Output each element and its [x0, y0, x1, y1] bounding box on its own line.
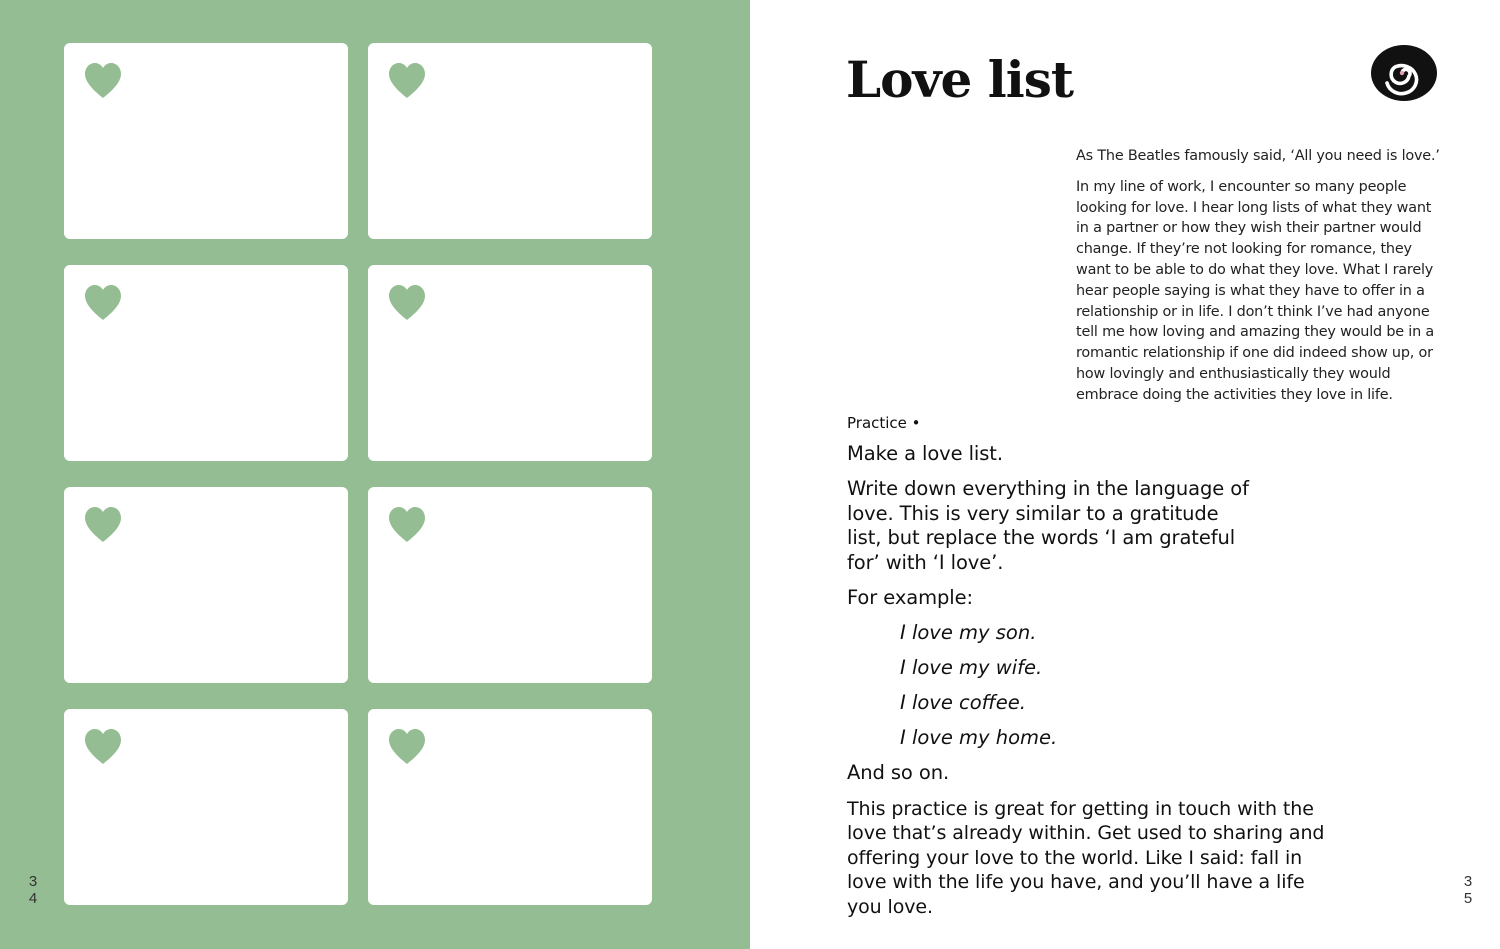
- intro-text: [1076, 146, 1440, 416]
- love-card: [368, 43, 652, 239]
- instruction: Make a love list.: [847, 442, 1003, 465]
- page-number-right: [1462, 873, 1474, 907]
- heart-icon: [84, 63, 122, 99]
- love-card: [64, 265, 348, 461]
- example-item: I love my wife.: [900, 656, 1043, 680]
- page-number-digit: 3: [1463, 873, 1473, 890]
- heart-icon: [84, 285, 122, 321]
- spiral-logo-icon: [1369, 42, 1437, 102]
- love-card: [368, 709, 652, 905]
- page-number-digit: 5: [1463, 890, 1473, 907]
- love-card: [64, 709, 348, 905]
- example-item: I love coffee.: [900, 691, 1026, 715]
- page-number-digit: 3: [28, 873, 38, 890]
- description: Write down everything in the language of love. This is very similar to a gratitude list, but replace the words ‘I am grateful for’ with ‘I love’.: [847, 477, 1249, 574]
- example-intro: For example:: [847, 585, 973, 609]
- heart-icon: [84, 729, 122, 765]
- practice-section: [847, 412, 1347, 930]
- heart-icon: [84, 507, 122, 543]
- love-card: [368, 265, 652, 461]
- intro-quote: As The Beatles famously said, ‘All you need is love.’: [1076, 148, 1440, 164]
- page-number-left: [27, 873, 39, 907]
- love-card: [368, 487, 652, 683]
- love-card: [64, 43, 348, 239]
- heart-icon: [388, 507, 426, 543]
- heart-icon: [388, 729, 426, 765]
- page-title: Love list: [846, 50, 1074, 109]
- intro-paragraph: In my line of work, I encounter so many people looking for love. I hear long lists of what they want in a partner or how they wish their partner would change. If they’re not looking for romance, they want to be able to do what they love. What I rarely hear people saying is what they have to offer in a relationship or in life. I don’t think I’ve had anyone tell me how loving and amazing they would be in a romantic relationship if one did indeed show up, or how lovingly and enthusiastically they would embrace doing the activities they love in life.: [1076, 178, 1434, 403]
- heart-icon: [388, 63, 426, 99]
- closing-paragraph: This practice is great for getting in touch with the love that’s already within. Get used to sharing and offering your love to the world. Like I said: fall in love with the life you have, and you’ll have a life you love.: [847, 797, 1325, 918]
- example-item: I love my son.: [900, 621, 1037, 645]
- page-number-digit: 4: [28, 890, 38, 907]
- and-so-on: And so on.: [847, 761, 950, 785]
- love-card: [64, 487, 348, 683]
- example-item: I love my home.: [900, 726, 1058, 750]
- practice-label: Practice •: [847, 414, 921, 432]
- heart-icon: [388, 285, 426, 321]
